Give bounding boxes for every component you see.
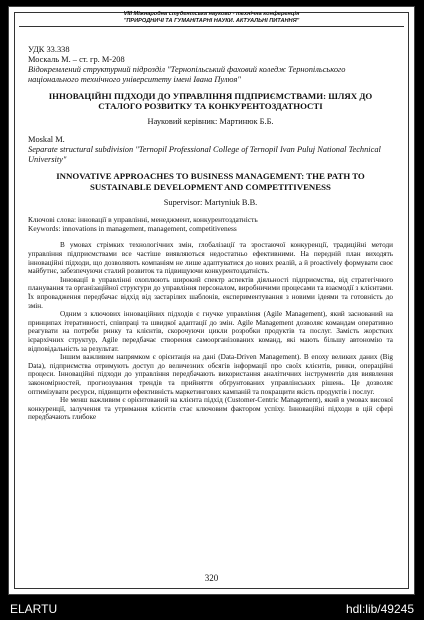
paragraph: В умовах стрімких технологічних змін, глобалізації та зростаючої конкуренції, традиційні методи управління підприємствами все частіше виявляються недостатньо ефективними. На передній план виходять інноваційні підходи, що дозволяють компаніям не лише адаптуватися до нових реалій, а й proactively формувати своє майбутнє, забезпечуючи сталий розвиток та підвищуючи конкурентоздатність. [28,241,393,276]
paragraph: Не менш важливим є орієнтований на клієнта підхід (Customer-Centric Management), який в умовах високої конкуренції, залучення та утримання клієнтів стає ключовим фактором успіху. Інноваційні підходи в цій сфері передбачають глибоке [28,396,393,422]
udk-code: УДК 33.338 [28,45,70,54]
conference-line-2: "ПРИРОДНИЧІ ТА ГУМАНІТАРНІ НАУКИ. АКТУАЛЬНІ ПИТАННЯ" [123,17,300,24]
keywords-ua: Ключові слова: інновації в управлінні, менеджмент, конкурентоздатність [28,214,258,224]
footer-handle[interactable]: hdl:lib/49245 [345,602,414,616]
conference-header [9,11,414,24]
footer-repository[interactable]: ELARTU [10,602,58,616]
author-ua: Москаль М. – ст. гр. М-208 [28,55,125,64]
supervisor-en: Supervisor: Martyniuk B.B. [163,197,258,207]
author-en: Moskal M. [28,135,65,145]
footer-bar [0,600,424,620]
keywords-en: Keywords: innovations in management, management, competitiveness [28,223,237,233]
paragraph: Одним з ключових інноваційних підходів є гнучке управління (Agile Management), який заснований на принципах ітеративності, співпраці та швидкої адаптації до змін. Agile Management дозволяє командам оперативно реагувати на потреби ринку та клієнтів, скорочуючи цикли розробки продуктів та послуг. Замість жорстких ієрархічних структур, Agile передбачає створення самоорганізованих команд, які мають більшу автономію та відповідальність за результат. [28,310,393,353]
page-number: 320 [204,573,219,583]
affiliation-en: Separate structural subdivision "Ternopil Professional College of Ternopil Ivan Puluj National Technical University" [28,145,381,165]
supervisor-ua: Науковий керівник: Мартинюк Б.Б. [147,117,274,127]
article-body [28,241,393,421]
conference-line-1: VIII Міжнародна студентська науково - технічна конференція [123,11,300,17]
article-content [28,45,393,422]
document-page [8,6,415,595]
paragraph: Іншим важливим напрямком є орієнтація на дані (Data-Driven Management). В епоху великих даних (Big Data), підприємства отримують доступ до величезних обсягів інформації про своїх клієнтів, ринки, операційні процеси. Інноваційні підходи до управління передбачають використання аналітичних інструментів для виявлення закономірностей, прогнозування трендів та прийняття обґрунтованих управлінських рішень. Це дозволяє оптимізувати ресурси, підвищити ефективність маркетингових кампаній та покращити якість продуктів і послуг. [28,353,393,396]
title-ua: ІННОВАЦІЙНІ ПІДХОДИ ДО УПРАВЛІННЯ ПІДПРИЄМСТВАМИ: ШЛЯХ ДО СТАЛОГО РОЗВИТКУ ТА КОНКУРЕНТОЗДАТНОСТІ [48,91,373,112]
paragraph: Інновації в управлінні охоплюють широкий спектр аспектів діяльності підприємства, від стратегічного планування та організаційної структури до управління персоналом, виробничими процесами та взаємодії з клієнтами. Їх впровадження передбачає відхід від застарілих шаблонів, експериментування з новими ідеями та готовність до змін. [28,275,393,310]
header-rule [19,26,404,27]
affiliation-ua: Відокремлений структурний підрозділ "Тернопільський фаховий коледж Тернопільського національного технічного університету імені Івана Пулюя" [28,65,346,84]
title-en: INNOVATIVE APPROACHES TO BUSINESS MANAGEMENT: THE PATH TO SUSTAINABLE DEVELOPMENT AND COMPETITIVENESS [56,171,365,192]
